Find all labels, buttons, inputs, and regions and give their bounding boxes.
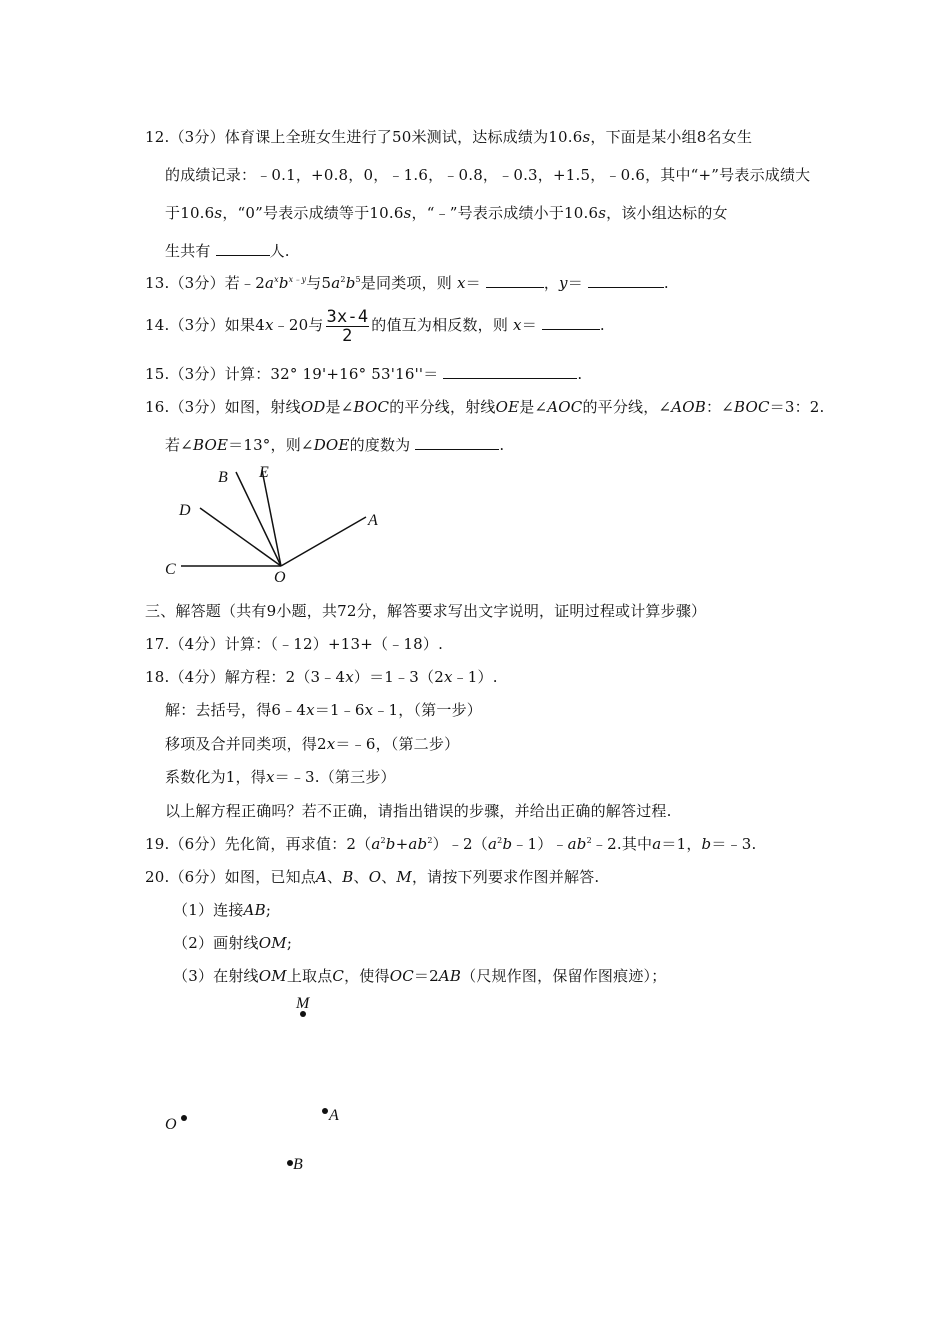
q16-line-1: 16.（3分）如图，射线OD是∠BOC的平分线，射线OE是∠AOC的平分线，∠AOB：∠BOC＝3：2. (145, 398, 825, 416)
label-a: A (329, 1107, 339, 1124)
ray-oa (281, 517, 366, 566)
q18-line-1: 18.（4分）解方程：2（3﹣4x）＝1﹣3（2x﹣1）. (145, 668, 498, 686)
point-a (322, 1108, 328, 1114)
answer-blank-y (588, 273, 664, 288)
q12-line-4: 生共有 人. (165, 242, 290, 260)
q18-step-2: 移项及合并同类项，得2x＝﹣6，（第二步） (165, 735, 460, 753)
ray-ob (236, 472, 281, 566)
label-b: B (218, 469, 228, 486)
q12-line-3: 于10.6s，“0”号表示成绩等于10.6s，“﹣”号表示成绩小于10.6s，该小组达标的女 (165, 204, 728, 222)
q20-step-1: （1）连接AB; (173, 901, 272, 919)
label-c: C (165, 561, 176, 578)
ray-od (200, 508, 281, 566)
points-figure (155, 990, 375, 1180)
label-o: O (274, 569, 286, 586)
q20-step-3: （3）在射线OM上取点C，使得OC＝2AB（尺规作图，保留作图痕迹）； (173, 967, 667, 985)
ray-oe (262, 470, 281, 566)
q14-line: 14.（3分）如果4x﹣20与 $\frac{3x-4}{2}$ 的值互为相反数，则 x＝ . (145, 306, 605, 346)
answer-blank (443, 364, 577, 379)
label-d: D (179, 502, 191, 519)
label-o: O (165, 1116, 177, 1133)
q18-question: 以上解方程正确吗？若不正确，请指出错误的步骤，并给出正确的解答过程. (165, 802, 672, 820)
label-e: E (259, 464, 269, 481)
label-m: M (296, 995, 310, 1012)
answer-blank (542, 315, 600, 330)
angle-figure (155, 460, 395, 590)
q13-line: 13.（3分）若$﹣2a^xb^{x﹣y}$与$5a^2b^5$是同类项，则 x＝ ，y＝ . (145, 274, 669, 292)
answer-blank (415, 435, 499, 450)
q17-line: 17.（4分）计算：（﹣12）+13+（﹣18）. (145, 635, 444, 653)
q20-line-1: 20.（6分）如图，已知点A、B、O、M，请按下列要求作图并解答. (145, 868, 600, 886)
point-o (181, 1115, 187, 1121)
label-a: A (368, 512, 378, 529)
section-3-heading: 三、解答题（共有9小题，共72分，解答要求写出文字说明，证明过程或计算步骤） (145, 602, 707, 620)
answer-blank-x (486, 273, 544, 288)
q18-step-3: 系数化为1，得x＝﹣3.（第三步） (165, 768, 396, 786)
q12-line-2: 的成绩记录：﹣0.1，+0.8，0，﹣1.6，﹣0.8，﹣0.3，+1.5，﹣0.6，其中“+”号表示成绩大 (165, 166, 811, 184)
q18-step-1: 解：去括号，得6﹣4x＝1﹣6x﹣1，（第一步） (165, 701, 482, 719)
q16-line-2: 若∠BOE＝13°，则∠DOE的度数为 . (165, 436, 505, 454)
q19-line: 19.（6分）先化简，再求值：$2(a^2b+ab^2)﹣2(a^2b﹣1)﹣ab^2﹣2$.其中a＝1，b＝﹣3. (145, 835, 757, 853)
answer-blank (216, 241, 270, 256)
q20-step-2: （2）画射线OM; (173, 934, 293, 952)
q15-line: 15.（3分）计算：32° 19'+16° 53'16''＝ . (145, 365, 583, 383)
fraction: $\frac{3x-4}{2}$ (326, 306, 369, 346)
q12-line-1: 12.（3分）体育课上全班女生进行了50米测试，达标成绩为10.6s，下面是某小组8名女生 (145, 128, 753, 146)
label-b: B (293, 1156, 303, 1173)
